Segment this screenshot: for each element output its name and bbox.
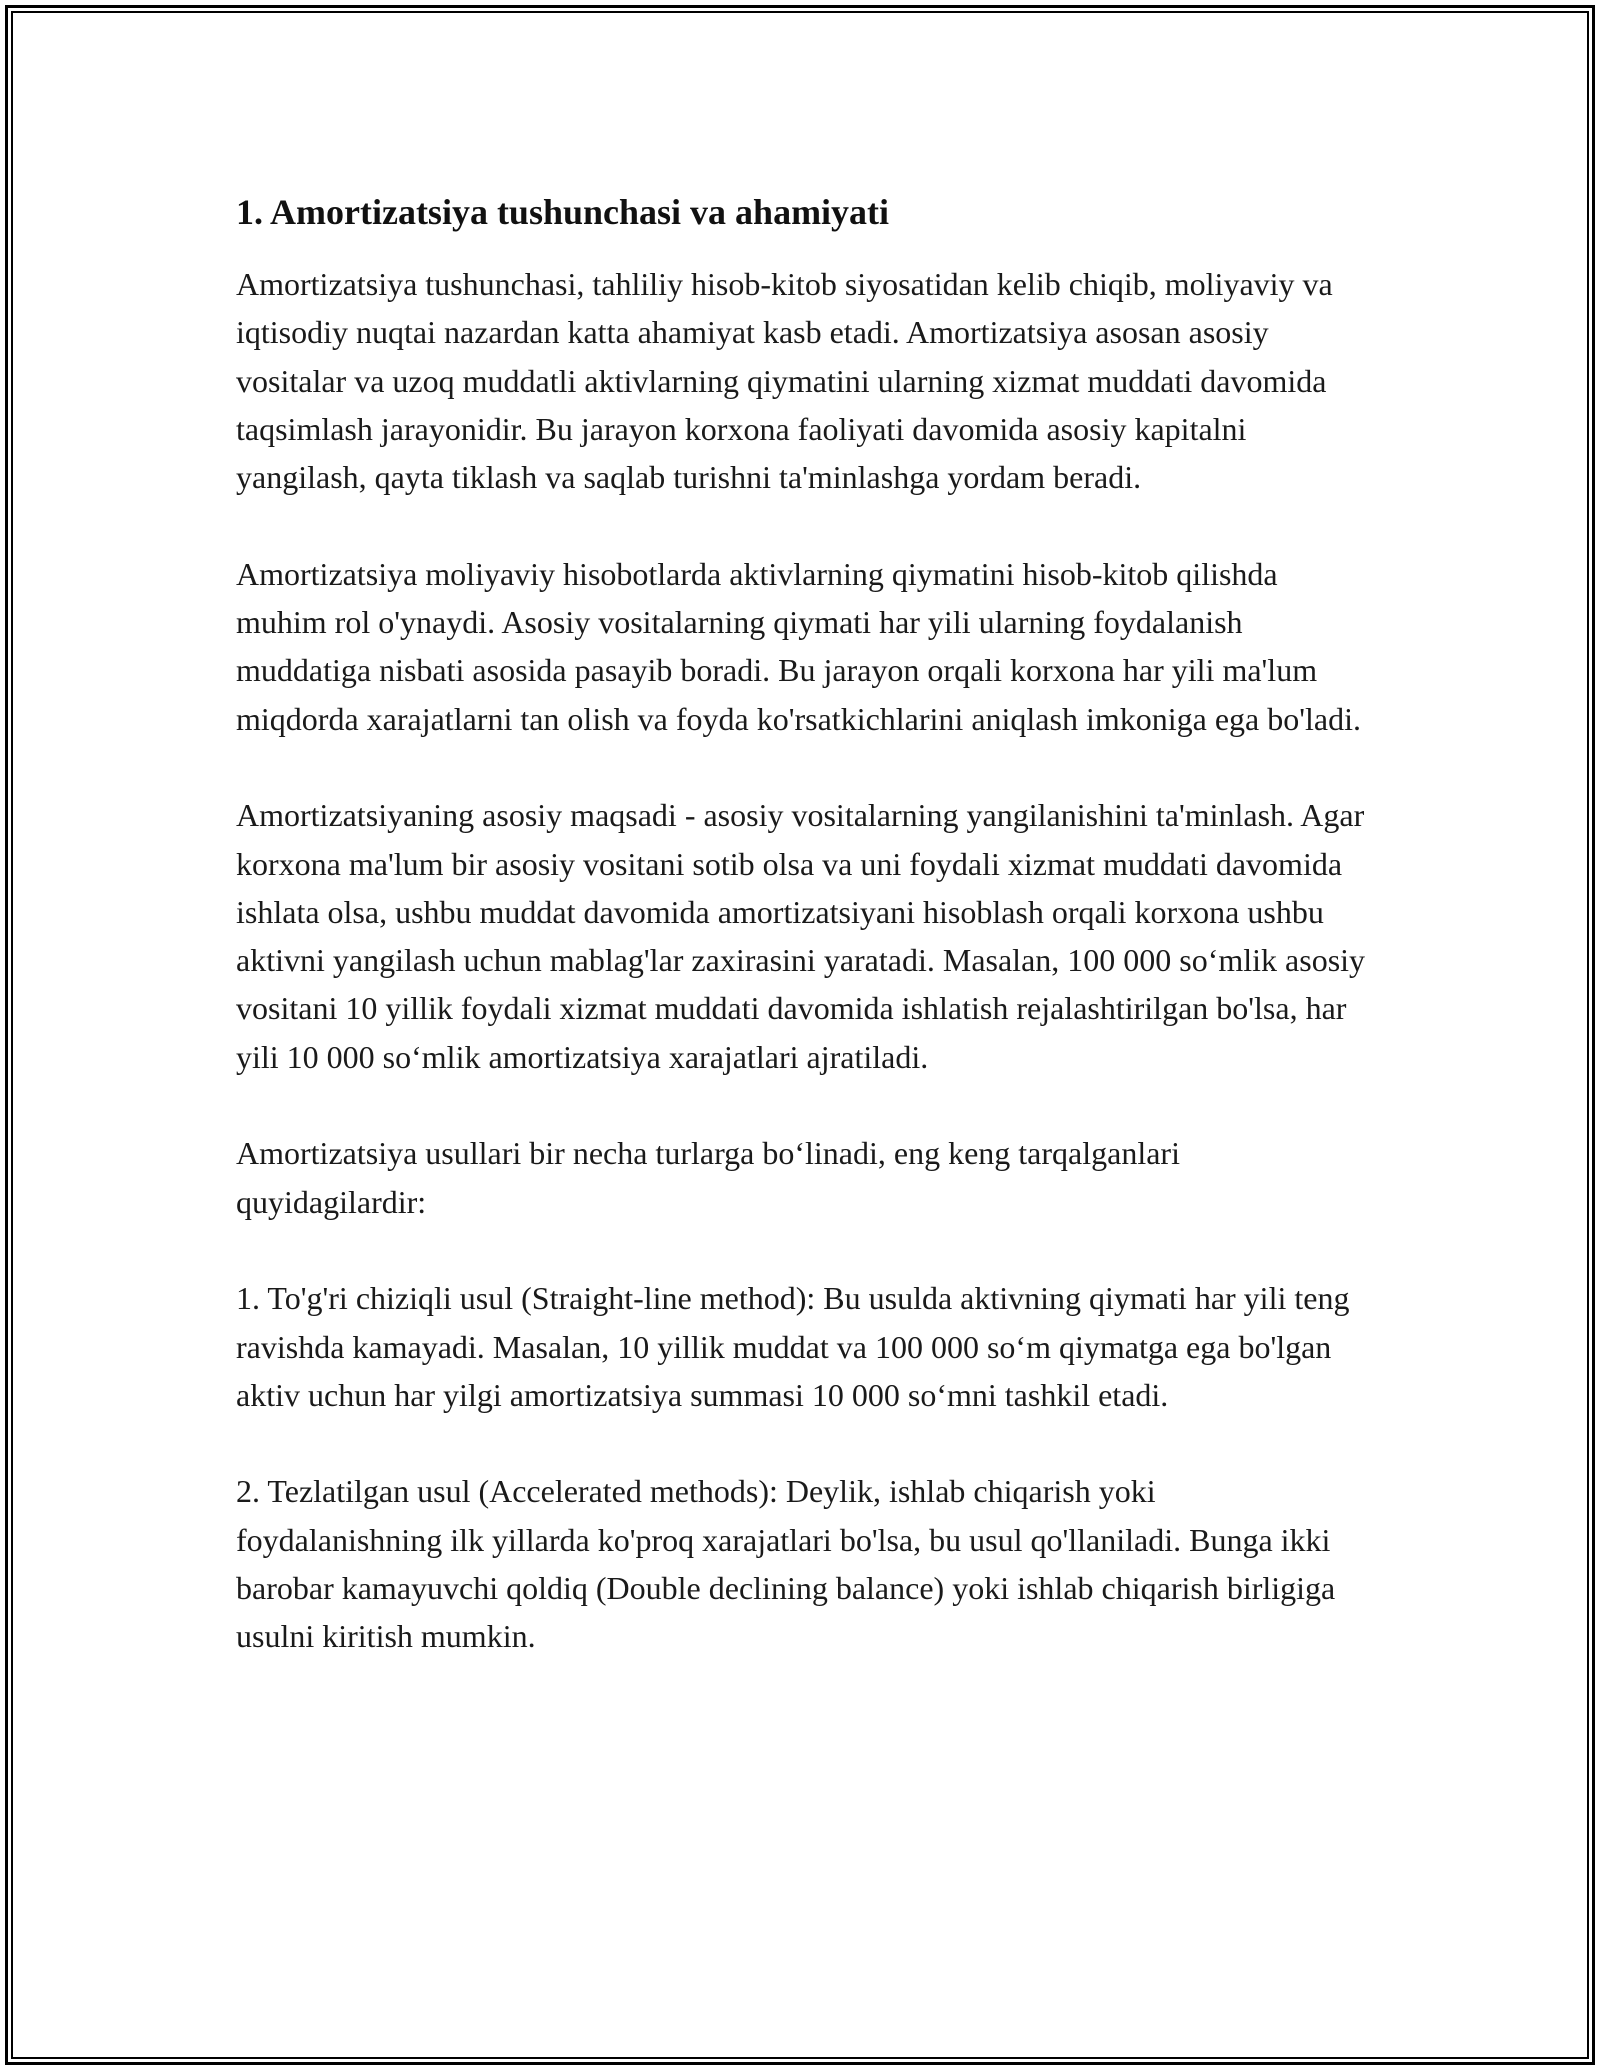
- document-body: [236, 188, 1366, 1661]
- paragraph-definition: Amortizatsiya tushunchasi, tahliliy hisob-kitob siyosatidan kelib chiqib, moliyaviy va iqtisodiy nuqtai nazardan katta ahamiyat kasb etadi. Amortizatsiya asosan asosiy vositalar va uzoq muddatli aktivlarning qiymatini ularning xizmat muddati davomida taqsimlash jarayonidir. Bu jarayon korxona faoliyati davomida asosiy kapitalni yangilash, qayta tiklash va saqlab turishni ta'minlashga yordam beradi.: [236, 266, 1333, 496]
- paragraph-financial-reporting: Amortizatsiya moliyaviy hisobotlarda aktivlarning qiymatini hisob-kitob qilishda muhim rol o'ynaydi. Asosiy vositalarning qiymati har yili ularning foydalanish muddatiga nisbati asosida pasayib boradi. Bu jarayon orqali korxona har yili ma'lum miqdorda xarajatlarni tan olish va foyda ko'rsatkichlarini aniqlash imkoniga ega bo'ladi.: [236, 555, 1361, 737]
- paragraph-methods-intro: Amortizatsiya usullari bir necha turlarga bo‘linadi, eng keng tarqalganlari quyidagilardir:: [236, 1135, 1180, 1220]
- paragraph-accelerated-method: 2. Tezlatilgan usul (Accelerated methods): Deylik, ishlab chiqarish yoki foydalanishning ilk yillarda ko'proq xarajatlari bo'lsa, bu usul qo'llaniladi. Bunga ikki barobar kamayuvchi qoldiq (Double declining balance) yoki ishlab chiqarish birligiga usulni kiritish mumkin.: [236, 1473, 1336, 1655]
- paragraph-straight-line-method: 1. To'g'ri chiziqli usul (Straight-line method): Bu usulda aktivning qiymati har yili teng ravishda kamayadi. Masalan, 10 yillik muddat va 100 000 so‘m qiymatga ega bo'lgan aktiv uchun har yilgi amortizatsiya summasi 10 000 so‘mni tashkil etadi.: [236, 1280, 1350, 1413]
- page-title: 1. Amortizatsiya tushunchasi va ahamiyati: [236, 192, 890, 232]
- paragraph-main-purpose: Amortizatsiyaning asosiy maqsadi - asosiy vositalarning yangilanishini ta'minlash. Agar korxona ma'lum bir asosiy vositani sotib olsa va uni foydali xizmat muddati davomida ishlata olsa, ushbu muddat davomida amortizatsiyani hisoblash orqali korxona ushbu aktivni yangilash uchun mablag'lar zaxirasini yaratadi. Masalan, 100 000 so‘mlik asosiy vositani 10 yillik foydali xizmat muddati davomida ishlatish rejalashtirilgan bo'lsa, har yili 10 000 so‘mlik amortizatsiya xarajatlari ajratiladi.: [236, 797, 1366, 1075]
